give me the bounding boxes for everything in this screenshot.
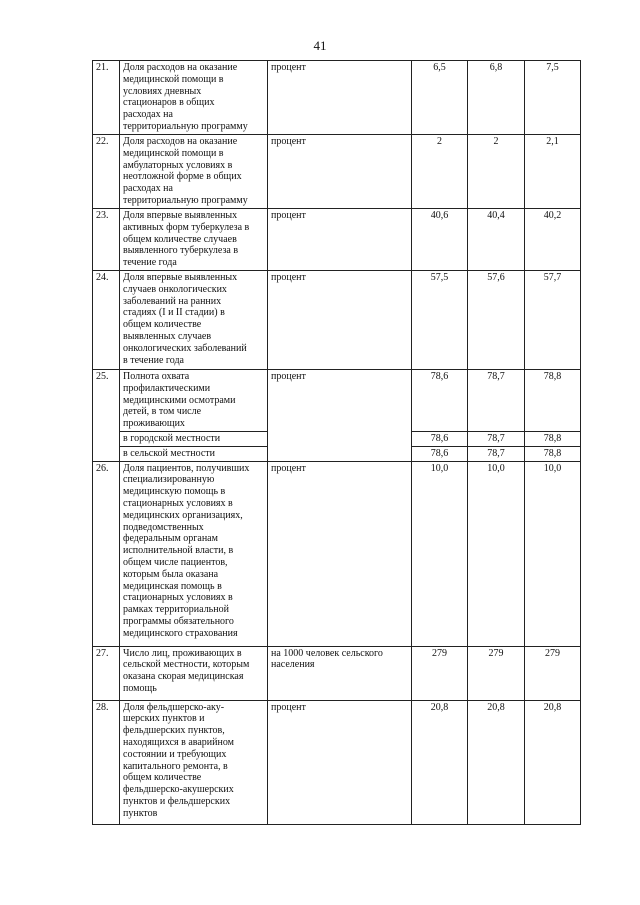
row-number: 23. (93, 209, 120, 271)
table-row (93, 461, 581, 646)
unit-cell: процент (268, 369, 412, 461)
value-cell: 78,6 (412, 431, 468, 446)
value-cell: 20,8 (412, 700, 468, 824)
value-cell: 57,6 (468, 270, 525, 369)
row-number: 28. (93, 700, 120, 824)
value-cell: 78,7 (468, 431, 525, 446)
value-cell: 279 (468, 646, 525, 700)
unit-cell: процент (268, 61, 412, 135)
row-number: 22. (93, 135, 120, 209)
value-cell: 78,8 (525, 369, 581, 431)
unit-cell: процент (268, 135, 412, 209)
value-cell: 78,8 (525, 446, 581, 461)
value-cell: 78,6 (412, 369, 468, 431)
indicator-name: Число лиц, проживающих в сельской местности, которым оказана скорая медицинская помощь (120, 646, 268, 700)
table-row (93, 369, 581, 431)
value-cell: 40,4 (468, 209, 525, 271)
value-cell: 2 (468, 135, 525, 209)
value-cell: 57,7 (525, 270, 581, 369)
table-row (93, 700, 581, 824)
row-number: 25. (93, 369, 120, 461)
value-cell: 6,8 (468, 61, 525, 135)
value-cell: 2,1 (525, 135, 581, 209)
value-cell: 40,2 (525, 209, 581, 271)
row-number: 24. (93, 270, 120, 369)
value-cell: 20,8 (468, 700, 525, 824)
subrow-name: в сельской местности (120, 446, 268, 461)
table-row (93, 270, 581, 369)
value-cell: 10,0 (468, 461, 525, 646)
value-cell: 78,7 (468, 369, 525, 431)
value-cell: 78,6 (412, 446, 468, 461)
indicator-name: Полнота охвата профилактическими медицинскими осмотрами детей, в том числе проживающих (120, 369, 268, 431)
value-cell: 78,8 (525, 431, 581, 446)
subrow-name: в городской местности (120, 431, 268, 446)
value-cell: 2 (412, 135, 468, 209)
unit-cell: процент (268, 270, 412, 369)
row-number: 27. (93, 646, 120, 700)
unit-cell: процент (268, 700, 412, 824)
value-cell: 10,0 (412, 461, 468, 646)
value-cell: 279 (412, 646, 468, 700)
value-cell: 20,8 (525, 700, 581, 824)
value-cell: 40,6 (412, 209, 468, 271)
unit-cell: на 1000 человек сельского населения (268, 646, 412, 700)
row-number: 21. (93, 61, 120, 135)
value-cell: 78,7 (468, 446, 525, 461)
indicator-name: Доля фельдшерско-аку- шерских пунктов и фельдшерских пунктов, находящихся в аварийном состоянии и требующих капитального ремонта, в общем количестве фельдшерско-акушерских пунктов и фельдшерских пунктов (120, 700, 268, 824)
table-row (93, 209, 581, 271)
table-row (93, 61, 581, 135)
indicators-table (92, 60, 581, 825)
indicator-name: Доля впервые выявленных случаев онкологических заболеваний на ранних стадиях (I и II стадии) в общем количестве выявленных случаев онкологических заболеваний в течение года (120, 270, 268, 369)
table-row (93, 646, 581, 700)
unit-cell: процент (268, 209, 412, 271)
value-cell: 6,5 (412, 61, 468, 135)
table-row (93, 135, 581, 209)
page-number: 41 (313, 38, 327, 53)
indicator-name: Доля расходов на оказание медицинской помощи в амбулаторных условиях в неотложной форме в общих расходах на территориальную программу (120, 135, 268, 209)
value-cell: 10,0 (525, 461, 581, 646)
indicator-name: Доля впервые выявленных активных форм туберкулеза в общем количестве случаев выявленного туберкулеза в течение года (120, 209, 268, 271)
value-cell: 7,5 (525, 61, 581, 135)
row-number: 26. (93, 461, 120, 646)
value-cell: 57,5 (412, 270, 468, 369)
unit-cell: процент (268, 461, 412, 646)
value-cell: 279 (525, 646, 581, 700)
indicator-name: Доля расходов на оказание медицинской помощи в условиях дневных стационаров в общих расходах на территориальную программу (120, 61, 268, 135)
indicator-name: Доля пациентов, получивших специализированную медицинскую помощь в стационарных условиях в медицинских организациях, подведомственных федеральным органам исполнительной власти, в общем числе пациентов, которым была оказана медицинская помощь в стационарных условиях в рамках территориальной программы обязательного медицинского страхования (120, 461, 268, 646)
